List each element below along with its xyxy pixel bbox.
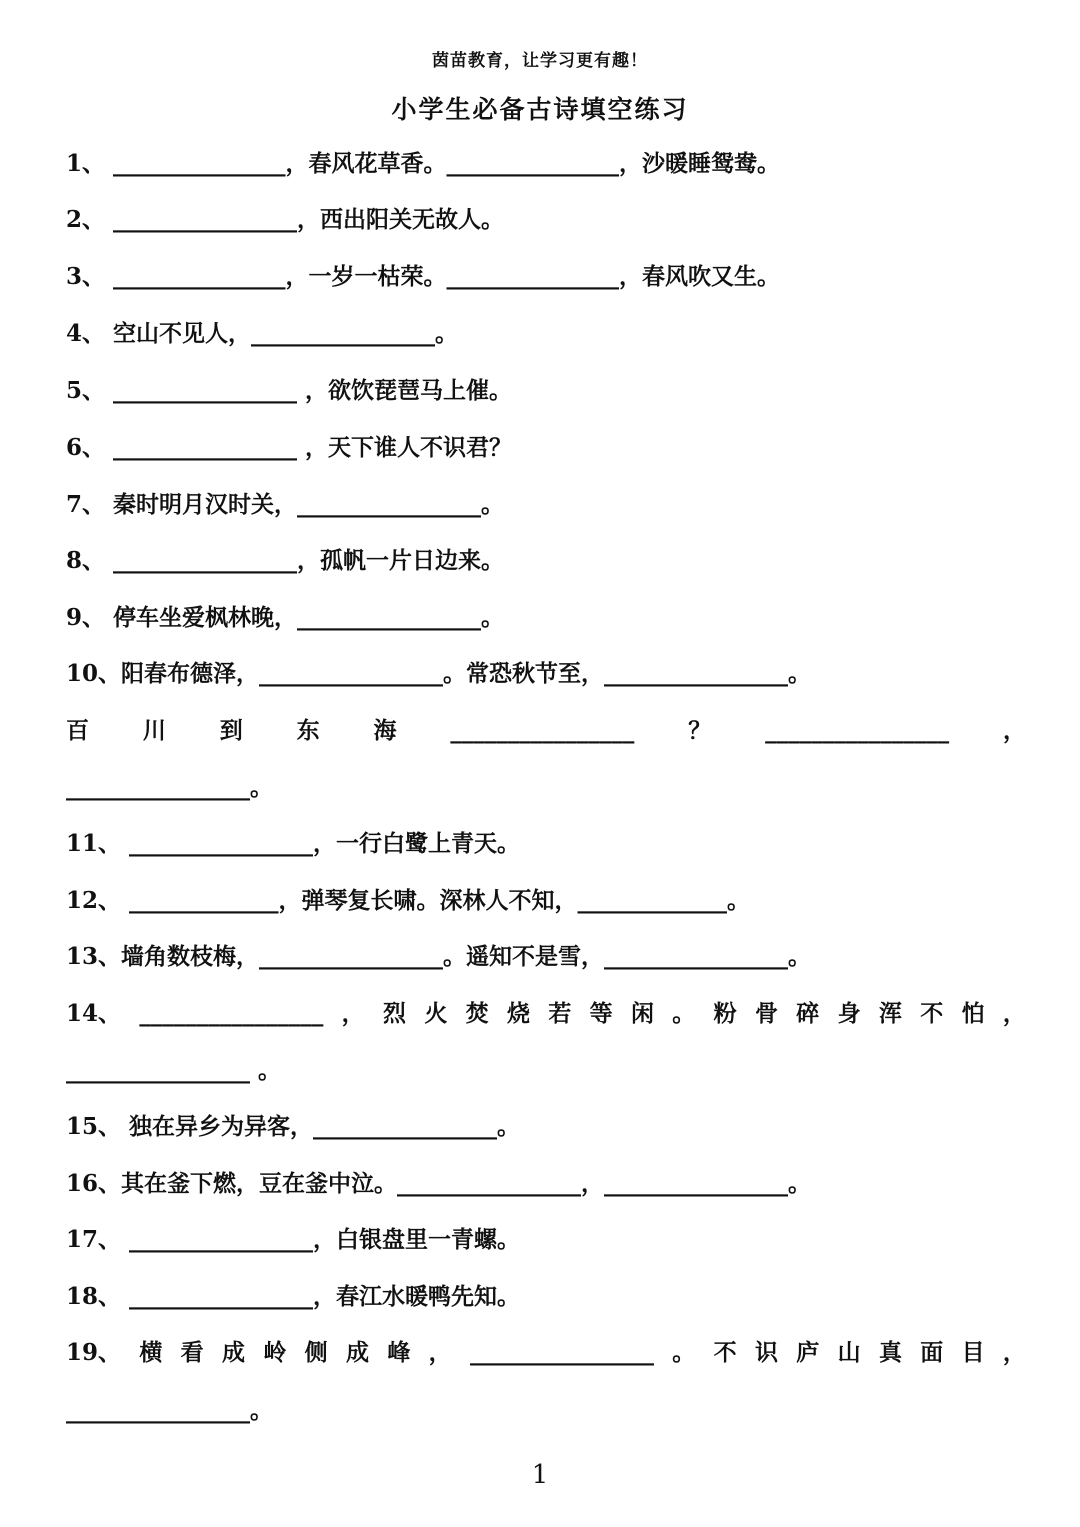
exercise-line-14b: ________________ 。 — [66, 1057, 282, 1084]
exercise-line-13: 13、墙角数枝梅，________________。遥知不是雪，________________。 — [66, 943, 812, 970]
exercise-line-8: 8、 ________________，孤帆一片日边来。 — [66, 547, 505, 574]
exercise-line-2: 2、 ________________，西出阳关无故人。 — [66, 206, 505, 233]
exercise-line-12: 12、 _____________，弹琴复长啸。深林人不知，_____________。 — [66, 887, 751, 914]
exercise-line-19b: ________________。 — [66, 1397, 273, 1424]
exercise-line-6: 6、 ________________ ，天下谁人不识君？ — [66, 434, 513, 461]
exercise-line-7: 7、 秦时明月汉时关，________________。 — [66, 491, 505, 518]
exercise-line-16: 16、其在釜下燃，豆在釜中泣。________________，________________。 — [66, 1170, 812, 1197]
page-number: 1 — [531, 1460, 549, 1490]
exercise-line-1: 1、 _______________，春风花草香。_______________，沙暖睡鸳鸯。 — [66, 150, 781, 177]
exercise-line-5: 5、 ________________ ，欲饮琵琶马上催。 — [66, 377, 513, 404]
exercise-line-14a: 14、 ________________ ， 烈 火 焚 烧 若 等 闲 。 粉 骨 碎 身 浑 不 怕 ， — [66, 1000, 1026, 1027]
exercise-line-19a: 19、 横 看 成 岭 侧 成 峰 ， ________________ 。 不 识 庐 山 真 面 目 ， — [66, 1339, 1026, 1366]
exercise-line-18: 18、 ________________，春江水暖鸭先知。 — [66, 1283, 521, 1310]
page-header: 茵苗教育，让学习更有趣！ — [432, 51, 648, 71]
exercise-line-10c: ________________。 — [66, 774, 273, 801]
exercise-line-9: 9、 停车坐爱枫林晚，________________。 — [66, 604, 505, 631]
page-title: 小学生必备古诗填空练习 — [391, 95, 689, 124]
exercise-line-17: 17、 ________________，白银盘里一青螺。 — [66, 1226, 521, 1253]
exercise-line-11: 11、 ________________，一行白鹭上青天。 — [66, 830, 521, 857]
exercise-line-15: 15、 独在异乡为异客，________________。 — [66, 1113, 521, 1140]
exercise-line-3: 3、 _______________，一岁一枯荣。_______________，春风吹又生。 — [66, 263, 781, 290]
exercise-line-10b: 百 川 到 东 海 ________________ ？ ________________ ， — [66, 717, 1026, 744]
exercise-line-4: 4、 空山不见人，________________。 — [66, 320, 459, 347]
exercise-line-10a: 10、阳春布德泽，________________。常恐秋节至，________________。 — [66, 660, 812, 687]
